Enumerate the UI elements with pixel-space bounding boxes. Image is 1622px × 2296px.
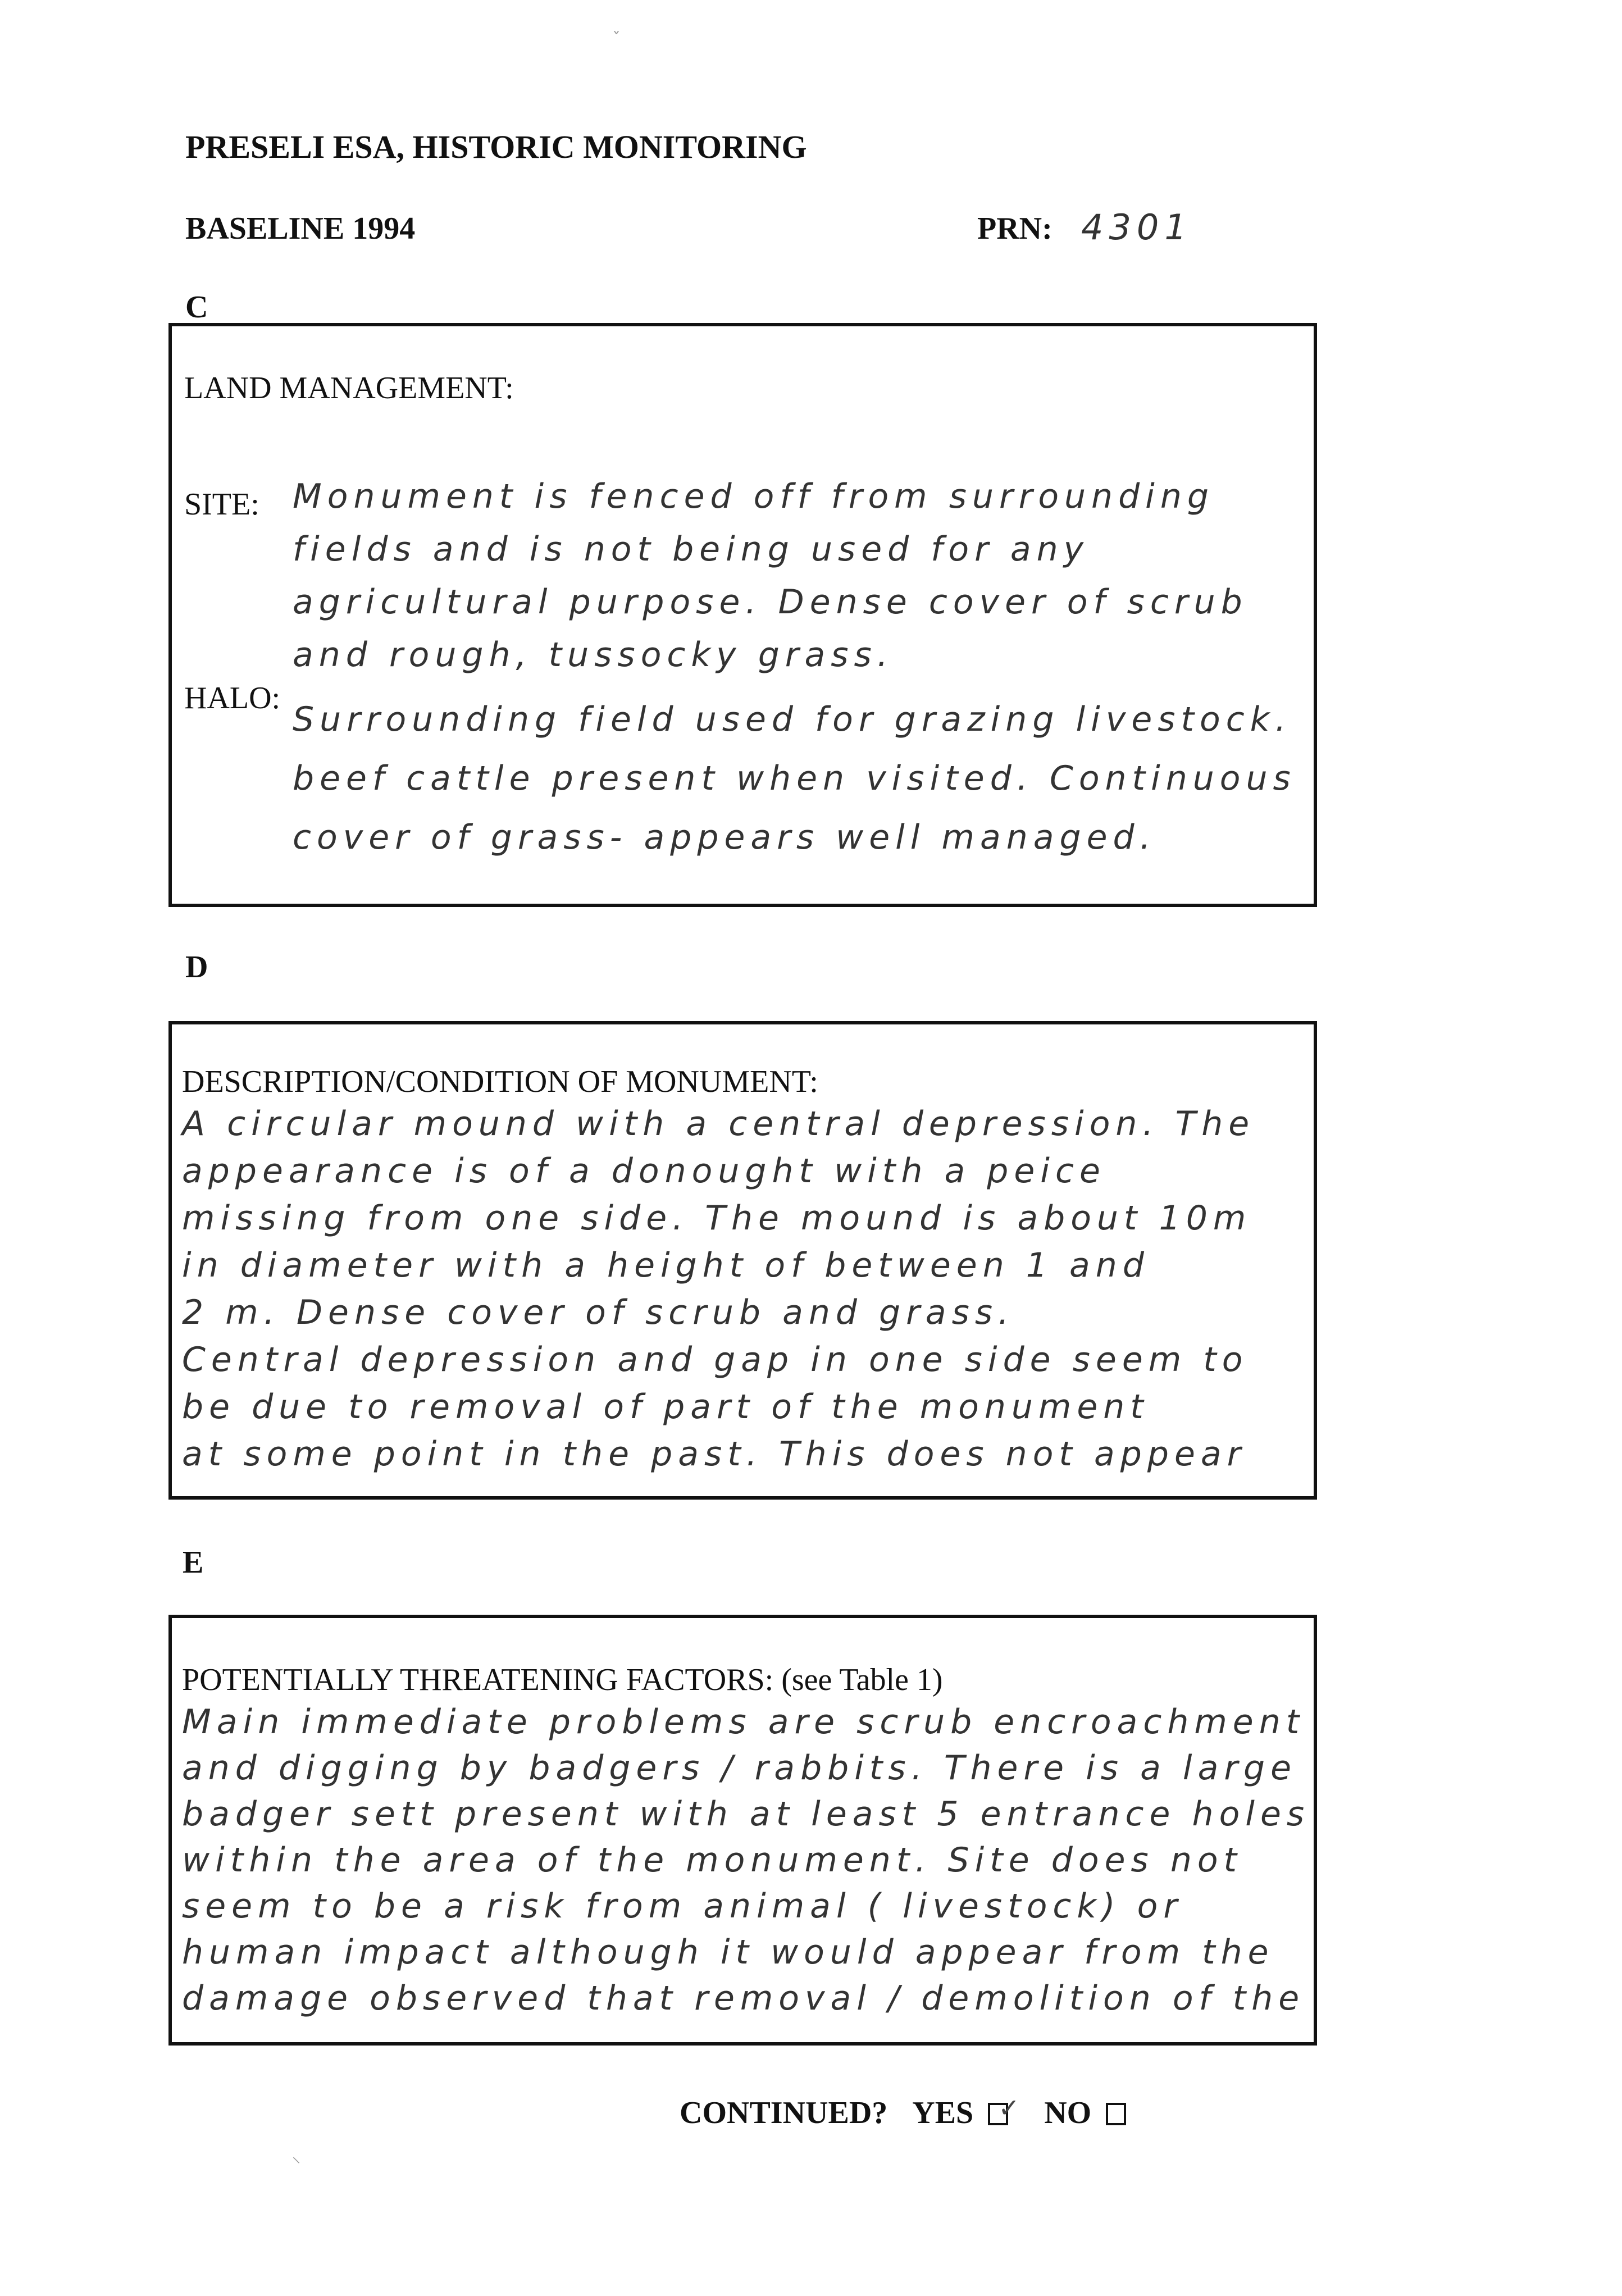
description-line: A circular mound with a central depression. The (182, 1104, 1255, 1144)
site-line: agricultural purpose. Dense cover of scrub (293, 582, 1248, 622)
continued-label: CONTINUED? (680, 2095, 888, 2130)
section-e-letter: E (183, 1545, 204, 1580)
site-line: Monument is fenced off from surrounding (293, 477, 1214, 516)
description-line: 2 m. Dense cover of scrub and grass. (182, 1293, 1015, 1332)
baseline-label: BASELINE 1994 (185, 211, 416, 246)
description-line: Central depression and gap in one side seem to (182, 1340, 1249, 1379)
threat-line: badger sett present with at least 5 entrance holes (182, 1794, 1310, 1834)
site-label: SITE: (184, 487, 259, 522)
description-line: at some point in the past. This does not appear (182, 1434, 1247, 1474)
threat-line: damage observed that removal / demolition of the (182, 1979, 1305, 2018)
land-management-heading: LAND MANAGEMENT: (184, 371, 514, 406)
halo-label: HALO: (184, 681, 281, 716)
description-line: be due to removal of part of the monument (182, 1387, 1149, 1427)
halo-line: cover of grass- appears well managed. (293, 818, 1156, 857)
prn-label: PRN: (977, 211, 1053, 246)
threat-line: seem to be a risk from animal ( livestock) or (182, 1887, 1183, 1926)
continued-row (680, 2095, 1126, 2131)
site-line: and rough, tussocky grass. (293, 635, 894, 675)
threat-line: within the area of the monument. Site does not (182, 1841, 1243, 1880)
threat-line: Main immediate problems are scrub encroachment (182, 1702, 1305, 1742)
halo-line: Surrounding field used for grazing livestock. (293, 700, 1292, 739)
scan-mark: ˇ (612, 29, 621, 49)
threatening-factors-box (168, 1615, 1317, 2046)
threatening-factors-heading (182, 1662, 943, 1698)
yes-checkbox[interactable] (988, 2093, 1020, 2125)
threat-line: and digging by badgers / rabbits. There is a large (182, 1748, 1297, 1788)
description-line: in diameter with a height of between 1 and (182, 1246, 1150, 1285)
yes-label: YES (912, 2095, 974, 2130)
description-heading: DESCRIPTION/CONDITION OF MONUMENT: (182, 1064, 818, 1099)
land-management-box (168, 323, 1317, 907)
threat-line: human impact although it would appear from the (182, 1933, 1274, 1972)
no-checkbox[interactable] (1106, 2103, 1126, 2125)
prn-value: 4301 (1081, 207, 1192, 248)
form-title: PRESELI ESA, HISTORIC MONITORING (185, 129, 807, 165)
scan-mark: ⸌ (292, 2154, 300, 2174)
no-label: NO (1044, 2095, 1092, 2130)
section-d-letter: D (185, 950, 208, 985)
threatening-factors-note: (see Table 1) (781, 1662, 943, 1697)
description-line: missing from one side. The mound is about 10m (182, 1199, 1252, 1238)
section-c-letter: C (185, 290, 208, 325)
site-line: fields and is not being used for any (293, 530, 1090, 569)
description-box (168, 1021, 1317, 1500)
checkmark-icon: ✓ (998, 2093, 1020, 2123)
halo-line: beef cattle present when visited. Continuous (293, 759, 1296, 798)
threatening-factors-title: POTENTIALLY THREATENING FACTORS: (182, 1662, 774, 1697)
description-line: appearance is of a donought with a peice (182, 1151, 1106, 1191)
